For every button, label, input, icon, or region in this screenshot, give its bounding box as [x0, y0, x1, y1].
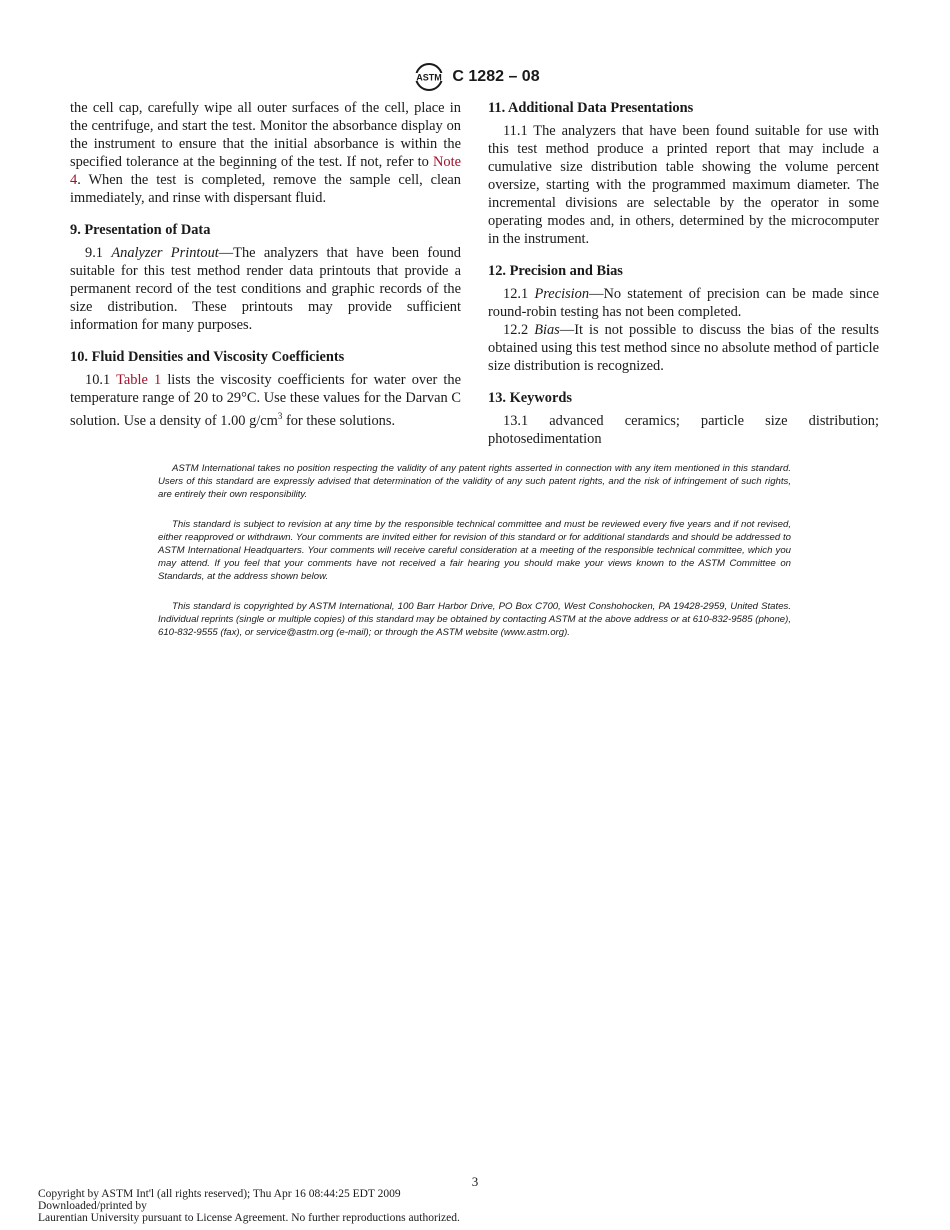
revision-notice: This standard is subject to revision at any time by the responsible technical committee and must be reviewed every five years and if not revised, either reapproved or withdrawn. Your comments are invited either for revision of this standard or for additional standards and should be addressed to ASTM International Headquarters. Your comments will receive careful consideration at a meeting of the responsible technical committee, which you may attend. If you feel that your comments have not received a fair hearing you should make your views known to the ASTM Committee on Standards, at the address shown below. [158, 519, 791, 582]
right-column [488, 99, 879, 448]
download-footer [38, 1188, 460, 1224]
section-12-heading: 12. Precision and Bias [488, 263, 623, 279]
note-4-link[interactable]: Note 4 [70, 154, 461, 188]
section-9-1: 9.1 Analyzer Printout—The analyzers that have been found suitable for this test method render data printouts that provide a permanent record of the test conditions and graphic records of the size distribution. These printouts may provide sufficient information for many purposes. [70, 245, 461, 333]
astm-notices [158, 462, 791, 656]
section-11-1: 11.1 The analyzers that have been found suitable for use with this test method produce a printed report that may include a cumulative size distribution table showing the volume percent oversize, starting with the programmed maximum diameter. The incremental divisions are selectable by the operator in some operating modes and, in others, determined by the microcomputer in the instrument. [488, 123, 879, 247]
section-13-heading: 13. Keywords [488, 390, 572, 406]
section-10-heading: 10. Fluid Densities and Viscosity Coefficients [70, 349, 345, 365]
astm-logo-icon [410, 62, 448, 92]
footer-line: Downloaded/printed by [38, 1200, 147, 1212]
left-column [70, 99, 461, 430]
footer-line: Laurentian University pursuant to License Agreement. No further reproductions authorized. [38, 1212, 460, 1224]
table-1-link[interactable]: Table 1 [116, 372, 162, 388]
page-header [0, 62, 950, 92]
svg-text:ASTM: ASTM [416, 72, 443, 83]
section-12-2: 12.2 Bias—It is not possible to discuss the bias of the results obtained using this test method since no absolute method of particle size distribution is recognized. [488, 322, 879, 374]
patent-notice: ASTM International takes no position respecting the validity of any patent rights asserted in connection with any item mentioned in this standard. Users of this standard are expressly advised that determination of the validity of any such patent rights, and the risk of infringement of such rights, are entirely their own responsibility. [158, 463, 791, 500]
section-12-1: 12.1 Precision—No statement of precision can be made since round-robin testing has not been completed. [488, 286, 880, 320]
standard-designation: C 1282 – 08 [452, 68, 540, 85]
procedure-continuation: the cell cap, carefully wipe all outer surfaces of the cell, place in the centrifuge, and start the test. Monitor the absorbance display on the instrument to ensure that the initial absorbance is within the specified tolerance at the beginning of the test. If not, refer to Note 4. When the test is completed, remove the sample cell, clean immediately, and rinse with dispersant fluid. [70, 100, 461, 206]
copyright-notice: This standard is copyrighted by ASTM International, 100 Barr Harbor Drive, PO Box C700, West Conshohocken, PA 19428-2959, United States. Individual reprints (single or multiple copies) of this standard may be obtained by contacting ASTM at the above address or at 610-832-9585 (phone), 610-832-9555 (fax), or service@astm.org (e-mail); or through the ASTM website (www.astm.org). [158, 601, 791, 638]
section-13-1: 13.1 advanced ceramics; particle size distribution; photosedimentation [488, 413, 879, 447]
section-11-heading: 11. Additional Data Presentations [488, 100, 694, 116]
section-10-1: 10.1 Table 1 lists the viscosity coefficients for water over the temperature range of 20 to 29°C. Use these values for the Darvan C solution. Use a density of 1.00 $g/cm^3$ for these solutions. [70, 372, 461, 429]
footer-line: Copyright by ASTM Int'l (all rights reserved); Thu Apr 16 08:44:25 EDT 2009 [38, 1188, 401, 1200]
section-9-heading: 9. Presentation of Data [70, 222, 211, 238]
page-number: 3 [471, 1174, 479, 1189]
